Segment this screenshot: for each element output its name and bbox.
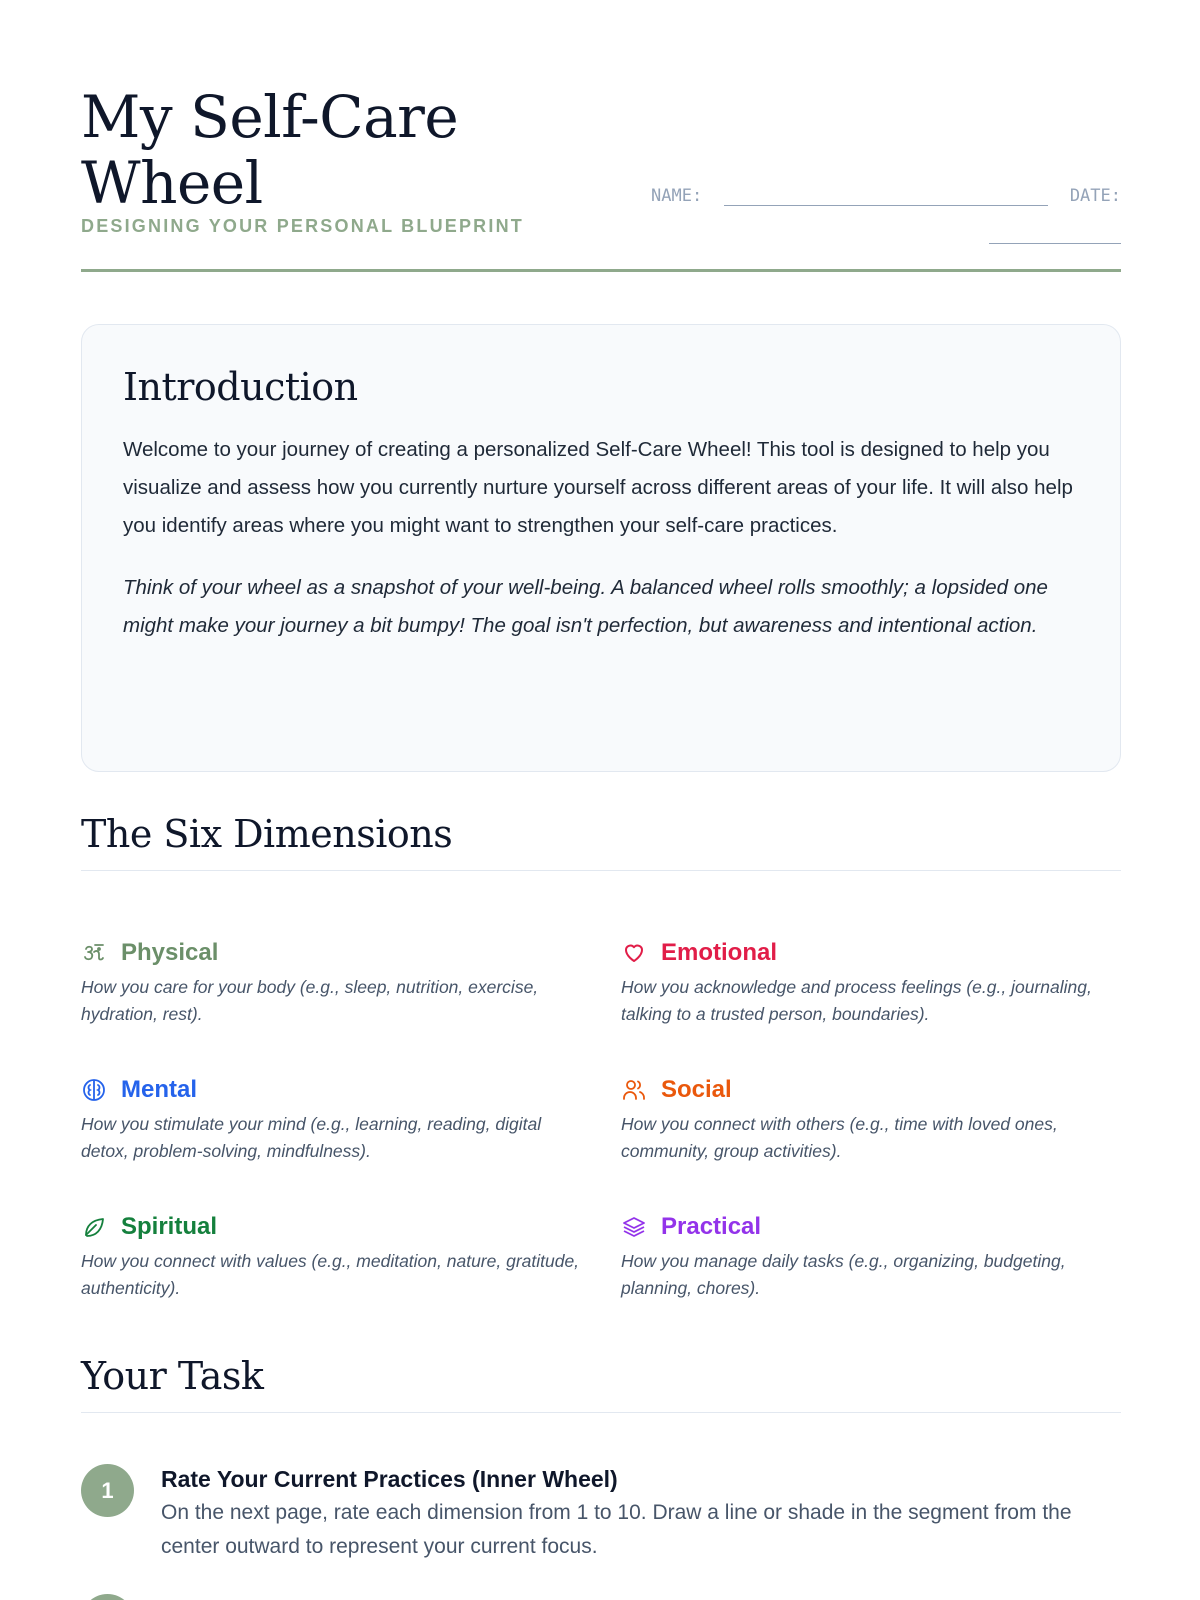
brain-icon (81, 1077, 107, 1103)
intro-paragraph-italic: Think of your wheel as a snapshot of your well-being. A balanced wheel rolls smoothly; a lopsided one might make your journey a bit bumpy! The goal isn't perfection, but awareness and intentional action. (123, 576, 1048, 637)
dimension-name: Emotional (661, 939, 778, 966)
intro-heading: Introduction (123, 365, 358, 409)
dimension-mental (81, 1073, 581, 1165)
dimension-description: How you stimulate your mind (e.g., learning, reading, digital detox, problem-solving, mindfulness). (81, 1114, 542, 1161)
task-section-heading (81, 1354, 1121, 1413)
page-title (81, 84, 458, 216)
dimension-name: Social (661, 1076, 732, 1103)
dimensions-heading: The Six Dimensions (81, 812, 453, 856)
dimension-name: Mental (121, 1076, 198, 1103)
dimension-emotional (621, 936, 1121, 1028)
step-number-badge: 1 (81, 1464, 134, 1517)
step-title: Rate Your Current Practices (Inner Wheel) (161, 1466, 618, 1492)
name-date-fields (651, 184, 1121, 206)
task-heading: Your Task (81, 1354, 264, 1398)
intro-card (81, 324, 1121, 772)
dimension-description: How you connect with values (e.g., meditation, nature, gratitude, authenticity). (81, 1251, 580, 1298)
name-field[interactable] (724, 184, 1048, 206)
dimension-social (621, 1073, 1121, 1165)
page-subtitle: DESIGNING YOUR PERSONAL BLUEPRINT (81, 216, 524, 236)
worksheet-page (81, 0, 1121, 1558)
leaf-icon (81, 1214, 107, 1240)
dimension-name: Spiritual (121, 1213, 218, 1240)
dimension-description: How you care for your body (e.g., sleep, nutrition, exercise, hydration, rest). (81, 977, 539, 1024)
dimension-name: Practical (661, 1213, 762, 1240)
dimensions-section-heading (81, 812, 1121, 871)
intro-paragraph: Welcome to your journey of creating a personalized Self-Care Wheel! This tool is designed to help you visualize and assess how you currently nurture yourself across different areas of your life. It will also help you identify areas where you might want to strengthen your self-care practices. (123, 438, 1073, 537)
yoga-icon (81, 940, 107, 966)
layers-icon (621, 1214, 647, 1240)
dimension-physical (81, 936, 581, 1028)
dimension-description: How you manage daily tasks (e.g., organizing, budgeting, planning, chores). (621, 1251, 1066, 1298)
dimension-description: How you acknowledge and process feelings (e.g., journaling, talking to a trusted person, boundaries). (621, 977, 1092, 1024)
heart-icon (621, 940, 647, 966)
dimension-spiritual (81, 1210, 581, 1302)
title-line-1: My Self-Care (81, 83, 459, 151)
date-field[interactable] (989, 222, 1121, 244)
step-number-badge-partial (81, 1594, 134, 1600)
name-label: NAME: (651, 186, 703, 206)
title-line-2: Wheel (81, 149, 263, 217)
header (81, 0, 1121, 272)
dimension-name: Physical (121, 939, 219, 966)
step-text: On the next page, rate each dimension from 1 to 10. Draw a line or shade in the segment from the center outward to represent your current focus. (161, 1501, 1072, 1558)
task-step (81, 1464, 1121, 1564)
date-label: DATE: (1069, 186, 1121, 206)
dimension-practical (621, 1210, 1121, 1302)
users-icon (621, 1077, 647, 1103)
dimension-description: How you connect with others (e.g., time with loved ones, community, group activities). (621, 1114, 1058, 1161)
